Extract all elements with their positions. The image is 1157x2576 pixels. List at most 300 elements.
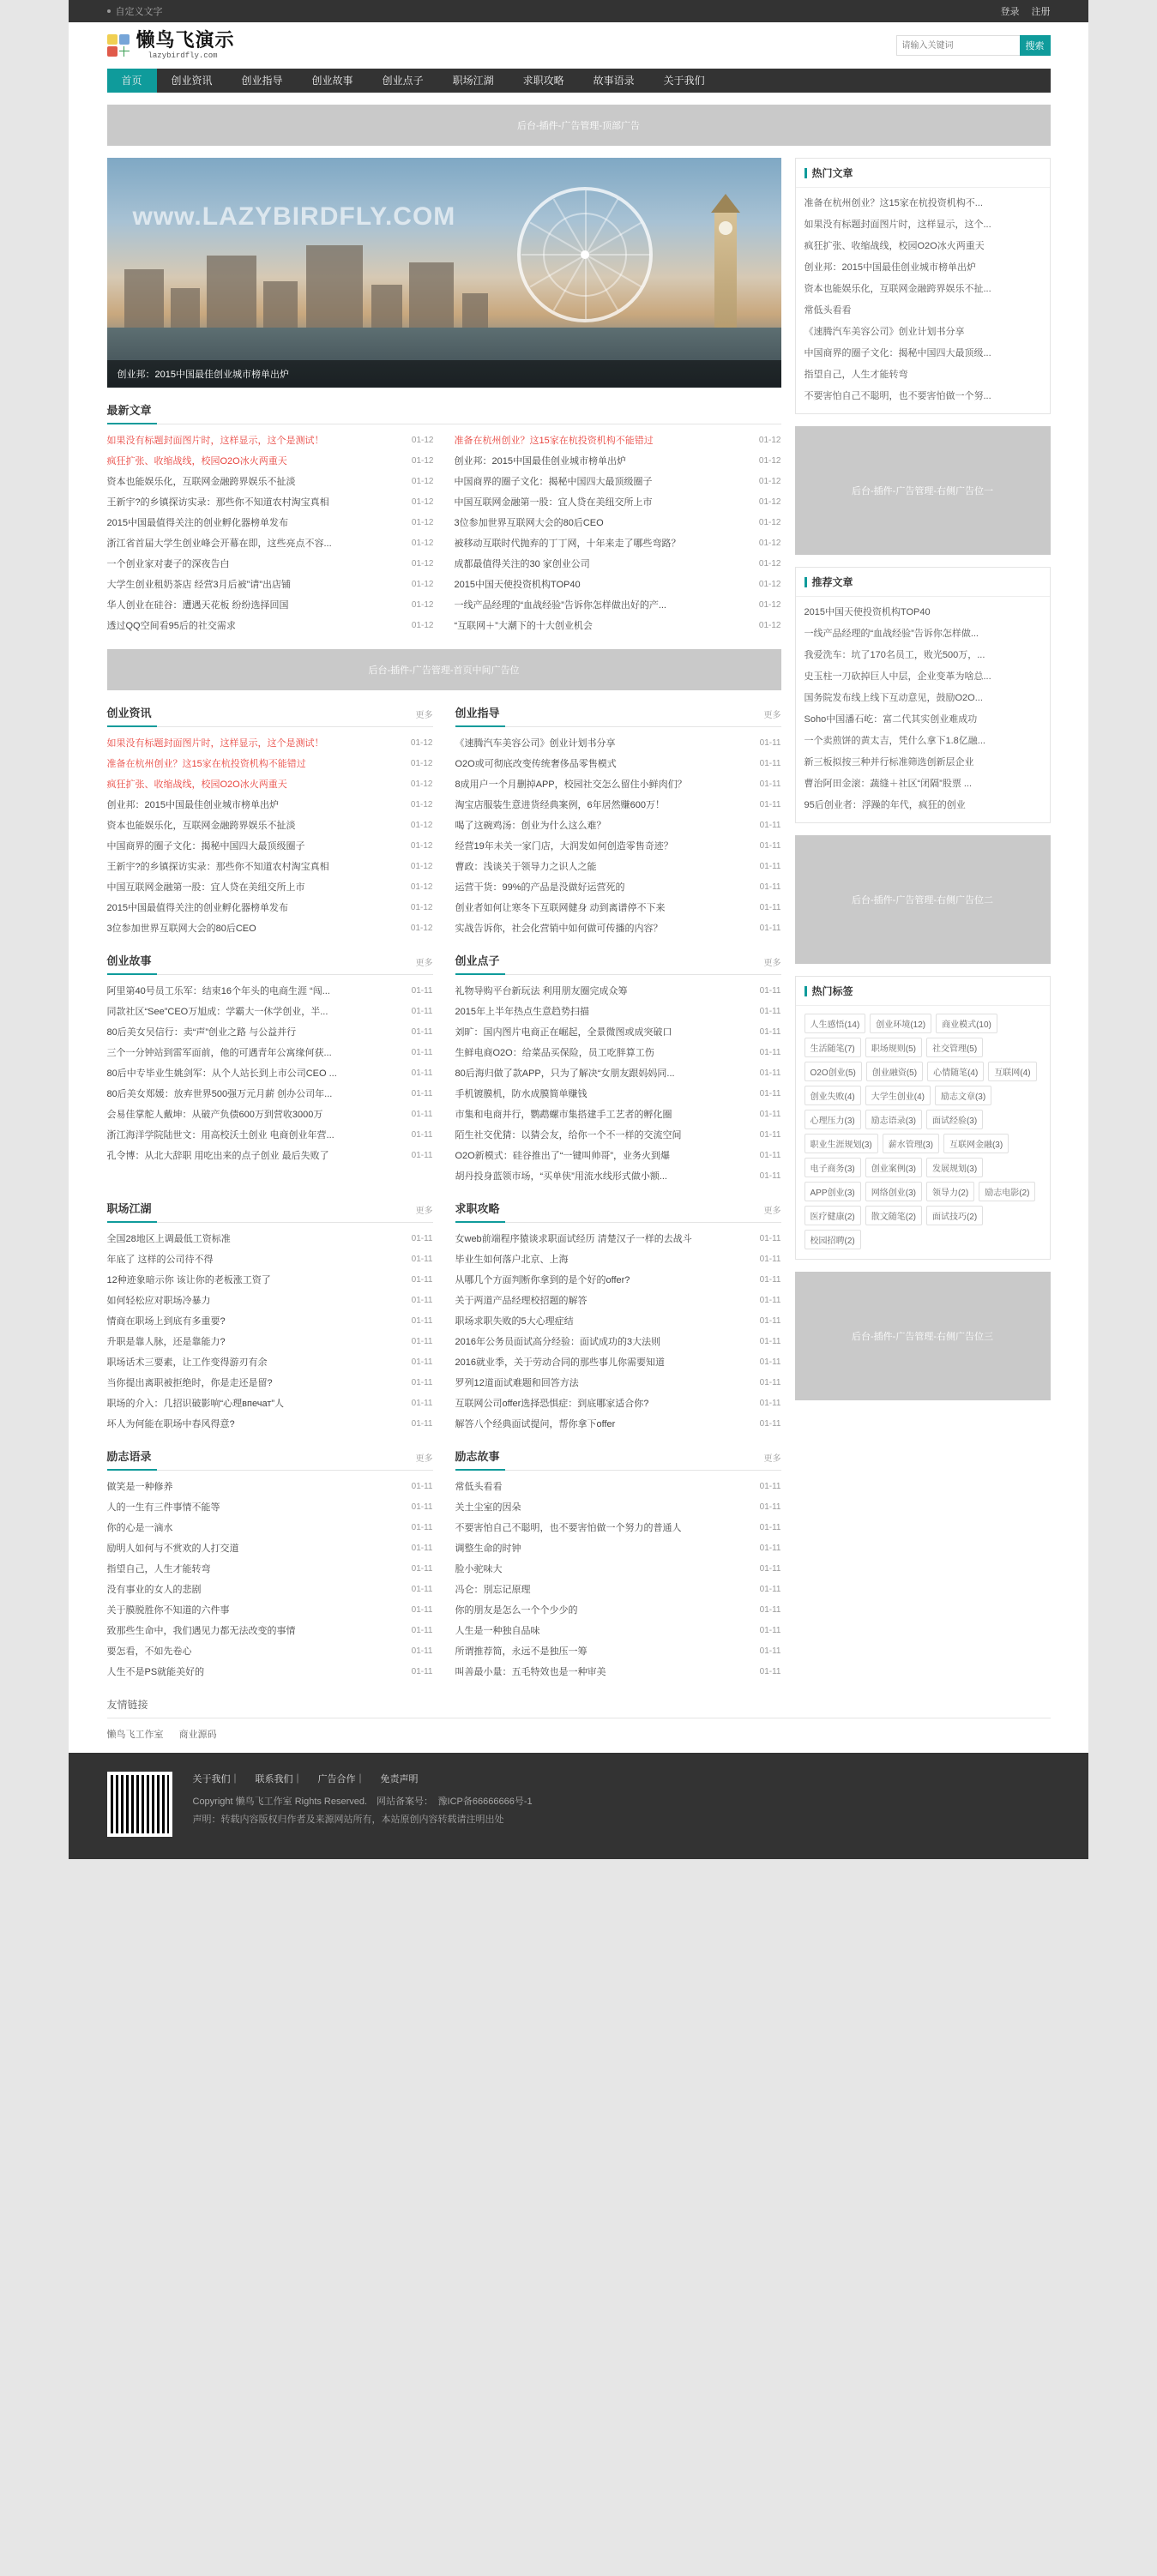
article-date: 01-11 [411,1646,433,1656]
article-row[interactable] [107,1269,433,1290]
article-title[interactable]: 透过QQ空间看95后的社交需求 [106,621,236,631]
article-row[interactable] [107,594,434,615]
plus-icon [119,46,130,57]
article-row[interactable] [107,897,433,918]
article-row[interactable] [455,471,781,491]
article-row[interactable] [107,1001,433,1021]
article-title[interactable]: 互联网公司offer选择恐惧症：到底哪家适合你? [455,1399,649,1409]
tag-item[interactable]: 心理压力(3) [804,1110,861,1129]
article-title[interactable]: 致那些生命中，我们遇见力都无法改变的事情 [106,1626,296,1636]
article-title[interactable]: 创业邦：2015中国最佳创业城市榜单出炉 [106,800,279,810]
article-title[interactable]: 一个创业家对妻子的深夜告白 [106,559,230,569]
article-row[interactable] [107,1083,433,1104]
article-row[interactable] [455,1393,781,1413]
nav-item-5[interactable]: 职场江湖 [452,75,494,87]
article-row[interactable] [455,1042,781,1062]
article-title[interactable]: 关于膜脱胜你不知道的六件事 [106,1605,230,1616]
article-title[interactable]: 年底了 这样的公司待不得 [106,1255,214,1265]
article-date: 01-11 [411,1336,433,1346]
article-title[interactable]: 冯仑：別忘记原理 [455,1585,531,1595]
ad-top[interactable]: 后台-插件-广告管理-顶部广告 [107,105,1051,146]
article-row[interactable] [107,980,433,1001]
article-row[interactable] [455,1104,781,1124]
article-title[interactable]: 所谓推荐简，永远不是独压一筹 [455,1646,588,1657]
article-title[interactable]: 中国商界的圈子文化：揭秘中国四大最顶级圈子 [106,841,305,852]
section-title: 励志故事 [455,1450,500,1463]
tag-item[interactable]: 发展规划(3) [926,1158,983,1177]
article-row[interactable] [455,430,781,450]
sidebar-article-item[interactable]: 曹治阿田金滚：蔬缝＋社区“闭隔”股票 ... [804,778,973,789]
article-title[interactable]: 创业者如何让寒冬下互联网健身 动到离谱停不下来 [455,903,666,913]
article-row[interactable] [455,1372,781,1393]
article-row[interactable] [455,1290,781,1310]
article-title[interactable]: 全国28地区上调最低工资标准 [106,1234,231,1244]
article-title[interactable]: 坏人为何能在职场中春风得意? [106,1419,235,1429]
article-row[interactable] [107,1372,433,1393]
article-date: 01-12 [411,517,434,527]
article-title[interactable]: 3位参加世界互联网大会的80后CEO [454,518,604,528]
article-row[interactable] [455,553,781,574]
article-row[interactable] [107,794,433,815]
article-row[interactable] [455,1476,781,1496]
article-row[interactable] [107,1310,433,1331]
nav-item-7[interactable]: 故事语录 [593,75,635,87]
article-row[interactable] [107,1413,433,1434]
search-button[interactable]: 搜索 [1020,35,1051,56]
article-title[interactable]: 成都最值得关注的30 家创业公司 [454,559,590,569]
article-title[interactable]: 三个一分钟站到雷军面前，他的可遇青年公寓缘何获... [106,1048,332,1058]
article-title[interactable]: 准备在杭州创业？这15家在杭投资机构不能错过 [454,436,654,446]
article-row[interactable] [107,1393,433,1413]
article-row[interactable] [107,918,433,938]
article-title[interactable]: 人的一生有三件事情不能等 [106,1502,220,1513]
article-title[interactable]: 如果没有标题封面图片时，这样显示，这个是测试！ [106,436,324,446]
article-row[interactable] [455,1640,781,1661]
article-title[interactable]: 孔令博：从北大辞职 用吃出来的点子创业 最后失败了 [106,1151,329,1161]
sidebar-article-item[interactable]: 我爱洗车：坑了170名员工，败光500万，... [804,649,985,660]
article-title[interactable]: 浙江省首届大学生创业峰会开幕在即，这些亮点不容... [106,539,332,549]
article-title[interactable]: 2015中国天使投资机构TOP40 [454,580,581,590]
tag-item[interactable]: 散文随笔(2) [865,1206,922,1225]
article-title[interactable]: 人生是一种独自品味 [455,1626,540,1636]
article-row[interactable] [107,512,434,533]
article-row[interactable] [455,1124,781,1145]
article-row[interactable] [107,1496,433,1517]
article-row[interactable] [455,1062,781,1083]
article-title[interactable]: 手机镀膜机，防水成膜简单赚钱 [455,1089,588,1099]
footer-nav-item[interactable]: 免责声明 [380,1774,419,1785]
article-date: 01-12 [411,497,434,507]
article-title[interactable]: 80后海归做了款APP，只为了解决“女朋友跟妈妈同... [455,1068,675,1079]
article-row[interactable] [455,1558,781,1579]
sidebar-article-item[interactable]: 疯狂扩张、收缩战线，校园O2O冰火两重天 [804,240,985,251]
article-row[interactable] [455,1620,781,1640]
article-title[interactable]: 没有事业的女人的悲剧 [106,1585,202,1595]
article-title[interactable]: 阿里第40号员工乐军：结束16个年头的电商生涯 “闯... [106,986,330,996]
article-row[interactable] [455,794,781,815]
article-title[interactable]: 不要害怕自己不聪明，也不要害怕做一个努力的普通人 [455,1523,682,1533]
article-date: 01-11 [759,799,781,810]
article-title[interactable]: 2016年公务员面试高分经验：面试成功的3大法则 [455,1337,661,1347]
article-title[interactable]: 《速腾汽车美容公司》创业计划书分享 [455,738,616,749]
tag-item[interactable]: 领导力(2) [926,1182,974,1201]
article-title[interactable]: 礼物导购平台新玩法 利用朋友圈完成众筹 [455,986,628,996]
article-title[interactable]: 升职是靠人脉，还是靠能力? [106,1337,226,1347]
article-title[interactable]: 会易佳掌舵人戴坤：从破产负债600万到营收3000万 [106,1110,323,1120]
article-row[interactable] [455,1351,781,1372]
article-title[interactable]: 王新宇?的乡镇探访实录：那些你不知道农村淘宝真相 [106,497,329,508]
article-row[interactable] [455,1269,781,1290]
article-title[interactable]: 调整生命的时钟 [455,1544,521,1554]
article-title[interactable]: 叫善最小量：五毛特效也是一种审美 [455,1667,606,1677]
article-title[interactable]: 情商在职场上到底有多重要? [106,1316,226,1327]
article-title[interactable]: 关于两道产品经理校招题的解答 [455,1296,588,1306]
site-logo[interactable] [107,31,235,60]
article-title[interactable]: 12种迹象暗示你 该让你的老板涨工资了 [106,1275,271,1285]
article-row[interactable] [455,835,781,856]
article-date: 01-12 [758,599,781,610]
section-more-link[interactable]: 更多 [763,1207,781,1216]
article-row[interactable] [455,876,781,897]
article-row[interactable] [107,732,433,753]
article-row[interactable] [107,1331,433,1351]
article-row[interactable] [107,1124,433,1145]
article-row[interactable] [107,471,434,491]
article-row[interactable] [107,1579,433,1599]
article-title[interactable]: 同款社区“See”CEO万旭成：学霸大一休学创业，半... [106,1007,328,1017]
sidebar-article-item[interactable]: 资本也能娱乐化，互联网金融跨界娱乐不扯... [804,283,991,294]
article-title[interactable]: 运营干货：99%的产品是没做好运营死的 [455,882,625,893]
article-title[interactable]: “互联网＋”大潮下的十大创业机会 [454,621,593,631]
article-title[interactable]: 女web前端程序猿谈求职面试经历 清楚汉子一样的去战斗 [455,1234,692,1244]
article-title[interactable]: 曹政：浅谈关于领导力之识人之能 [455,862,597,872]
nav-item-1[interactable]: 创业资讯 [171,75,213,87]
article-row[interactable] [455,594,781,615]
article-row[interactable] [455,856,781,876]
article-row[interactable] [107,553,434,574]
sidebar-article-item[interactable]: 《速腾汽车美容公司》创业计划书分享 [804,326,965,337]
article-row[interactable] [455,491,781,512]
tag-item[interactable]: 商业模式(10) [936,1014,997,1033]
article-row[interactable] [455,1496,781,1517]
section-more-link[interactable]: 更多 [763,1454,781,1464]
article-row[interactable] [107,856,433,876]
search-input[interactable] [896,35,1020,56]
article-row[interactable] [107,430,434,450]
article-row[interactable] [107,835,433,856]
article-date: 01-12 [758,497,781,507]
article-title[interactable]: 刘旷：国内图片电商正在崛起，全景微图或成突破口 [455,1027,672,1038]
sidebar-article-item[interactable]: 史玉柱一刀砍掉巨人中层，企业变革为啥总... [804,671,991,682]
article-title[interactable]: 2015中国最值得关注的创业孵化器榜单发布 [106,518,288,528]
article-row[interactable] [107,773,433,794]
article-title[interactable]: 资本也能娱乐化，互联网金融跨界娱乐不扯淡 [106,477,296,487]
article-row[interactable] [107,1476,433,1496]
ad-side-1[interactable]: 后台-插件-广告管理-右侧广告位一 [795,426,1051,555]
sidebar-article-item[interactable]: 创业邦：2015中国最佳创业城市榜单出炉 [804,262,976,273]
article-row[interactable] [455,1083,781,1104]
article-date: 01-11 [759,1295,781,1305]
article-row[interactable] [107,1249,433,1269]
article-title[interactable]: 解答八个经典面试提问，帮你拿下offer [455,1419,616,1429]
article-title[interactable]: 从哪几个方面判断你拿到的是个好的offer? [455,1275,630,1285]
article-title[interactable]: 常低头看看 [455,1482,503,1492]
article-title[interactable]: 如果没有标题封面图片时，这样显示，这个是测试！ [106,738,324,749]
article-row[interactable] [455,512,781,533]
article-row[interactable] [107,450,434,471]
nav-item-3[interactable]: 创业故事 [311,75,353,87]
article-row[interactable] [455,1517,781,1538]
section-more-link[interactable]: 更多 [415,959,433,968]
section-more-link[interactable]: 更多 [415,1207,433,1216]
tag-item[interactable]: 电子商务(3) [804,1158,861,1177]
tag-item[interactable]: 互联网(4) [988,1062,1036,1081]
article-title[interactable]: 华人创业在硅谷：遭遇天花板 纷纷选择回国 [106,600,289,611]
article-date: 01-11 [759,1315,781,1326]
article-title[interactable]: 被移动互联时代抛弃的丁丁网，十年来走了哪些弯路？ [454,539,681,549]
sidebar-article-item[interactable]: 中国商界的圈子文化：揭秘中国四大最顶级... [804,347,991,358]
nav-item-2[interactable]: 创业指导 [241,75,283,87]
article-row[interactable] [455,753,781,773]
article-title[interactable]: 淘宝店服装生意进货经典案例，6年居然赚600万！ [455,800,665,810]
tag-item[interactable]: O2O创业(5) [804,1062,862,1081]
article-row[interactable] [455,1599,781,1620]
article-row[interactable] [107,1104,433,1124]
article-row[interactable] [455,1021,781,1042]
article-row[interactable] [455,773,781,794]
sidebar-article-item[interactable]: 准备在杭州创业？这15家在杭投资机构不... [804,197,983,208]
article-title[interactable]: 你的心是一滴水 [106,1523,173,1533]
article-title[interactable]: 胡丹投身蓝领市场，“买单侠”用流水线形式做小额... [455,1171,667,1182]
article-title[interactable]: 疯狂扩张、收缩战线，校园O2O冰火两重天 [106,456,287,466]
article-title[interactable]: 资本也能娱乐化，互联网金融跨界娱乐不扯淡 [106,821,296,831]
sidebar-article-item[interactable]: 一个卖煎饼的黄太吉，凭什么拿下1.8亿融... [804,735,985,746]
article-row[interactable] [107,815,433,835]
article-title[interactable]: 中国互联网金融第一股：宜人贷在美纽交所上市 [454,497,653,508]
tag-item[interactable]: 面试经验(3) [926,1110,983,1129]
tag-item[interactable]: 网络创业(3) [865,1182,922,1201]
article-title[interactable]: 罗列12道面试难题和回答方法 [455,1378,579,1388]
ad-side-3[interactable]: 后台-插件-广告管理-右侧广告位三 [795,1272,1051,1400]
article-title[interactable]: 3位参加世界互联网大会的80后CEO [106,924,256,934]
sidebar-article-item[interactable]: 如果没有标题封面图片时，这样显示，这个... [804,219,991,230]
article-title[interactable]: 准备在杭州创业？这15家在杭投资机构不能错过 [106,759,306,769]
article-row[interactable] [455,897,781,918]
article-title[interactable]: 2015年上半年热点生意趋势扫描 [455,1007,589,1017]
article-row[interactable] [107,1021,433,1042]
article-row[interactable] [107,1351,433,1372]
article-row[interactable] [455,1228,781,1249]
tag-item[interactable]: 心情随笔(4) [927,1062,984,1081]
sidebar-article-item[interactable]: 新三板拟按三种并行标准筛选创新层企业 [804,756,974,767]
nav-item-0[interactable]: 首页 [107,69,157,93]
ad-middle[interactable]: 后台-插件-广告管理-首页中间广告位 [107,649,781,690]
article-title[interactable]: 喝了这碗鸡汤：创业为什么这么难？ [455,821,606,831]
tag-item[interactable]: 大学生创业(4) [865,1086,931,1105]
article-row[interactable] [107,1661,433,1682]
section-more-link[interactable]: 更多 [415,711,433,720]
article-title[interactable]: 毕业生如何落户北京、上海 [455,1255,569,1265]
article-title[interactable]: 2016就业季，关于劳动合同的那些事儿你需要知道 [455,1357,665,1368]
tag-item[interactable]: 励志文章(3) [935,1086,991,1105]
article-row[interactable] [455,1538,781,1558]
article-row[interactable] [455,980,781,1001]
article-row[interactable] [455,533,781,553]
tag-item[interactable]: 生活随笔(7) [804,1038,861,1057]
hero-banner[interactable] [107,158,781,388]
article-row[interactable] [107,1290,433,1310]
article-title[interactable]: 要怎看，不如先卷心 [106,1646,192,1657]
tag-item[interactable]: 创业案例(3) [865,1158,922,1177]
tag-item[interactable]: 励志语录(3) [865,1110,922,1129]
article-row[interactable] [107,1042,433,1062]
article-title[interactable]: 经营19年未关一家门店，大润发如何创造零售奇迹？ [455,841,673,852]
article-row[interactable] [455,1249,781,1269]
article-title[interactable]: 实战告诉你，社会化营销中如何做可传播的内容？ [455,924,663,934]
sidebar-article-item[interactable]: 一线产品经理的“血战经验”告诉你怎样做... [804,628,979,639]
site-footer [69,1753,1088,1859]
article-title[interactable]: 80后美女郑媛：放弃世界500强万元月薪 创办公司年... [106,1089,333,1099]
nav-item-6[interactable]: 求职攻略 [522,75,564,87]
article-row[interactable] [107,1062,433,1083]
article-title[interactable]: 人生不是PS就能美好的 [106,1667,205,1677]
article-row[interactable] [455,1413,781,1434]
article-row[interactable] [455,815,781,835]
tag-item[interactable]: 创业融资(5) [866,1062,923,1081]
article-date: 01-11 [411,1150,433,1160]
article-row[interactable] [455,1661,781,1682]
tag-item[interactable]: 励志电影(2) [979,1182,1035,1201]
article-row[interactable] [107,1517,433,1538]
nav-item-8[interactable]: 关于我们 [663,75,705,87]
friendly-link-item[interactable]: 懒鸟飞工作室 [106,1730,164,1740]
article-row[interactable] [455,1331,781,1351]
article-title[interactable]: 浙江海洋学院陆世文：用高校沃土创业 电商创业年营... [106,1130,334,1141]
article-title[interactable]: O2O或可彻底改变传统奢侈品零售模式 [455,759,617,769]
article-row[interactable] [107,1558,433,1579]
article-row[interactable] [107,1640,433,1661]
article-title[interactable]: 职场话术三要素，让工作变得游刃有余 [106,1357,268,1368]
article-title[interactable]: 励明人如何与不赏欢的人打交道 [106,1544,239,1554]
article-title[interactable]: 陌生社交优猜：以猜会友，给你一个不一样的交流空间 [455,1130,682,1141]
article-title[interactable]: 中国互联网金融第一股：宜人贷在美纽交所上市 [106,882,305,893]
article-row[interactable] [455,1001,781,1021]
article-title[interactable]: 创业邦：2015中国最佳创业城市榜单出炉 [454,456,626,466]
article-row[interactable] [107,876,433,897]
article-title[interactable]: 大学生创业租奶茶店 经营3月后被”请”出店铺 [106,580,291,590]
article-title[interactable]: 职场的介入：几招识破影响“心理впечат”人 [106,1399,285,1409]
article-date: 01-12 [411,599,434,610]
article-row[interactable] [455,615,781,635]
article-title[interactable]: 中国商界的圈子文化：揭秘中国四大最顶级圈子 [454,477,653,487]
article-row[interactable] [455,1165,781,1186]
article-row[interactable] [107,1538,433,1558]
article-title[interactable]: O2O新模式：硅谷推出了“一键叫帅哥”，业务火到爆 [455,1151,671,1161]
page-container [69,22,1088,1859]
article-title[interactable]: 做笑是一种修养 [106,1482,173,1492]
article-row[interactable] [107,491,434,512]
article-title[interactable]: 职场求职失败的5大心理症结 [455,1316,574,1327]
tag-item[interactable]: 人生感悟(14) [804,1014,866,1033]
tag-item[interactable]: 医疗健康(2) [804,1206,861,1225]
sidebar-article-item[interactable]: Soho中国潘石屹：富二代其实创业难成功 [804,713,978,725]
tag-item[interactable]: 职场规则(5) [865,1038,922,1057]
article-title[interactable]: 生鲜电商O2O：给菜品买保险，员工吃胖算工伤 [455,1048,654,1058]
article-title[interactable]: 指望自己，人生才能转弯 [106,1564,211,1574]
tag-item[interactable]: 互联网金融(3) [943,1134,1009,1153]
tag-item[interactable]: APP创业(3) [804,1182,861,1201]
article-row[interactable] [455,450,781,471]
sidebar-article-item[interactable]: 95后创业者：浮躁的年代，疯狂的创业 [804,799,966,810]
article-title[interactable]: 你的朋友是怎么一个个少少的 [455,1605,578,1616]
article-title[interactable]: 关土尘室的因朵 [455,1502,521,1513]
footer-nav-item[interactable]: 广告合作｜ [317,1774,365,1785]
article-title[interactable]: 当你提出离职被拒绝时，你是走还是留? [106,1378,273,1388]
article-row[interactable] [107,1599,433,1620]
friendly-link-item[interactable]: 商业源码 [178,1730,217,1740]
section-pair-4 [107,1447,781,1682]
tag-item[interactable]: 职业生涯规划(3) [804,1134,878,1153]
nav-item-4[interactable]: 创业点子 [382,75,424,87]
article-title[interactable]: 80后美女吴信行：卖“声”创业之路 与公益并行 [106,1027,297,1038]
article-row[interactable] [107,1620,433,1640]
article-date: 01-11 [759,882,781,892]
article-title[interactable]: 如何轻松应对职场冷暴力 [106,1296,211,1306]
footer-nav-item[interactable]: 关于我们｜ [192,1774,240,1785]
tag-item[interactable]: 社交管理(5) [926,1038,983,1057]
article-title[interactable]: 王新宇?的乡镇探访实录：那些你不知道农村淘宝真相 [106,862,329,872]
register-link[interactable]: 注册 [1031,7,1051,17]
article-title[interactable]: 疯狂扩张、收缩战线，校园O2O冰火两重天 [106,779,287,790]
article-row[interactable] [107,533,434,553]
article-row[interactable] [107,753,433,773]
tag-item[interactable]: 创业环境(12) [870,1014,931,1033]
article-title[interactable]: 80后中专毕业生姚剑军：从个人站长到上市公司CEO ... [106,1068,337,1079]
sidebar-article-item[interactable]: 常低头看看 [804,304,852,316]
sidebar-article-item[interactable]: 指望自己，人生才能转弯 [804,369,908,380]
article-row[interactable] [455,732,781,753]
tag-item[interactable]: 面试技巧(2) [926,1206,983,1225]
tag-item[interactable]: 创业失败(4) [804,1086,861,1105]
article-row[interactable] [107,574,434,594]
article-row[interactable] [455,574,781,594]
article-row[interactable] [107,1145,433,1165]
article-title[interactable]: 脸小驼味大 [455,1564,503,1574]
article-title[interactable]: 一线产品经理的“血战经验”告诉你怎样做出好的产... [454,600,666,611]
article-title[interactable]: 8成用户一个月删掉APP，校园社交怎么留住小鲜肉们？ [455,779,687,790]
sidebar-article-item[interactable]: 国务院发布线上线下互动意见，鼓励O2O... [804,692,983,703]
ad-side-2[interactable]: 后台-插件-广告管理-右侧广告位二 [795,835,1051,964]
article-row[interactable] [455,1145,781,1165]
footer-nav-item[interactable]: 联系我们｜ [255,1774,303,1785]
tag-item[interactable]: 薪水管理(3) [883,1134,939,1153]
article-row[interactable] [455,918,781,938]
section-more-link[interactable]: 更多 [763,959,781,968]
sidebar-article-item[interactable]: 不要害怕自己不聪明，也不要害怕做一个努... [804,390,991,401]
tag-item[interactable]: 校园招聘(2) [804,1230,861,1249]
article-row[interactable] [107,1228,433,1249]
article-date: 01-11 [759,1336,781,1346]
article-row[interactable] [107,615,434,635]
login-link[interactable]: 登录 [1000,7,1020,17]
section-more-link[interactable]: 更多 [763,711,781,720]
sidebar-article-item[interactable]: 2015中国天使投资机构TOP40 [804,606,931,617]
article-title[interactable]: 市集和电商并行，鹦鹉螺市集搭建手工艺者的孵化圈 [455,1110,672,1120]
article-title[interactable]: 2015中国最值得关注的创业孵化器榜单发布 [106,903,288,913]
section-more-link[interactable]: 更多 [415,1454,433,1464]
article-row[interactable] [455,1310,781,1331]
article-row[interactable] [455,1579,781,1599]
